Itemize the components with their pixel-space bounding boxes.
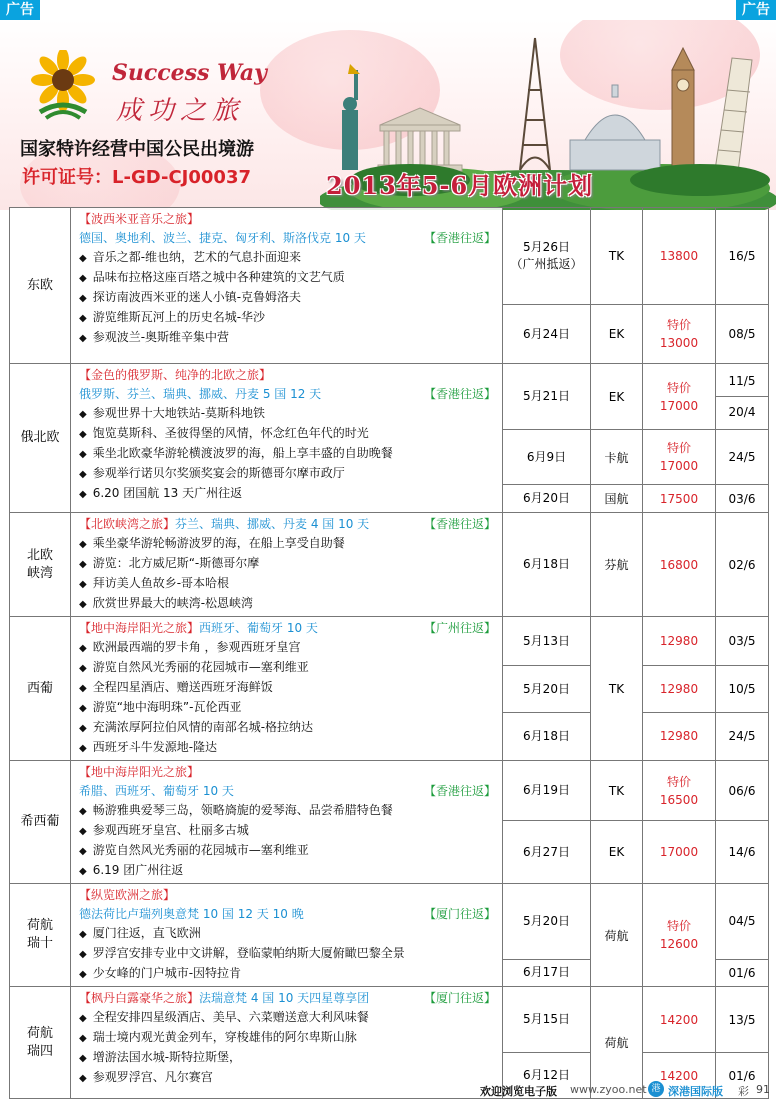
tour-title: 【金色的俄罗斯、纯净的北欧之旅】	[79, 368, 272, 382]
table-row	[10, 513, 769, 617]
region-cell: 希西葡	[10, 761, 71, 884]
airline: 荷航	[591, 884, 643, 987]
return-city: 【香港往返】	[423, 784, 496, 798]
list-item: ◆ 游览“地中海明珠”-瓦伦西亚	[79, 698, 496, 718]
price: 特价 17000	[643, 430, 716, 485]
page-number: 91	[756, 1083, 770, 1096]
return-city: 【香港往返】	[423, 231, 496, 245]
list-item: ◆ 乘坐豪华游轮畅游波罗的海，在船上享受自助餐	[79, 534, 496, 554]
tour-title: 【地中海岸阳光之旅】	[79, 765, 200, 779]
license-number: 许可证号：L-GD-CJ00037	[22, 167, 251, 188]
airline: EK	[591, 821, 643, 884]
tour-title: 【波西米亚音乐之旅】	[79, 212, 200, 226]
departure-date: 6月27日	[503, 821, 591, 884]
list-item: ◆ 畅游雅典爱琴三岛，领略旖旎的爱琴海、品尝希腊特色餐	[79, 801, 496, 821]
list-item: ◆ 瑞士境内观光黄金列车，穿梭雄伟的阿尔卑斯山脉	[79, 1028, 496, 1048]
return-city: 【厦门往返】	[423, 991, 496, 1005]
return-city: 【厦门往返】	[423, 907, 496, 921]
parthenon-icon	[378, 108, 462, 171]
airline: 国航	[591, 485, 643, 513]
list-item: ◆ 品味布拉格这座百塔之城中各种建筑的文艺气质	[79, 268, 496, 288]
region-cell: 东欧	[10, 208, 71, 364]
deadline: 03/6	[716, 485, 769, 513]
table-row	[10, 364, 769, 430]
tour-title: 【枫丹白露豪华之旅】	[79, 991, 200, 1005]
tour-subtitle: 希腊、西班牙、葡萄牙 10 天 【香港往返】	[79, 782, 496, 801]
departure-date: 5月26日 （广州抵返）	[503, 208, 591, 305]
deadline: 24/5	[716, 430, 769, 485]
price: 16800	[643, 513, 716, 617]
list-item: ◆ 罗浮宫安排专业中文讲解，登临蒙帕纳斯大厦俯瞰巴黎全景	[79, 944, 496, 964]
region-cell: 荷航 瑞四	[10, 987, 71, 1099]
deadline: 08/5	[716, 305, 769, 364]
region-cell: 俄北欧	[10, 364, 71, 513]
tour-description	[71, 884, 503, 987]
deadline: 03/5	[716, 617, 769, 666]
departure-date: 6月19日	[503, 761, 591, 821]
list-item: ◆ 游览自然风光秀丽的花园城市—塞利维亚	[79, 841, 496, 861]
price: 特价 17000	[643, 364, 716, 430]
departure-date: 5月13日	[503, 617, 591, 666]
leaning-tower-of-pisa-icon	[715, 58, 752, 172]
table-row	[10, 884, 769, 960]
tour-description	[71, 617, 503, 761]
list-item: ◆ 6.19 团广州往返	[79, 861, 496, 881]
price: 12980	[643, 666, 716, 712]
table-row	[10, 761, 769, 821]
footer-text: 欢迎浏览电子版	[480, 1085, 557, 1098]
brand-name-en: Success Way	[112, 60, 267, 86]
departure-date: 6月18日	[503, 513, 591, 617]
deadline: 13/5	[716, 987, 769, 1053]
list-item: ◆ 全程安排四星级酒店、美早、六菜赠送意大利风味餐	[79, 1008, 496, 1028]
tour-description	[71, 364, 503, 513]
departure-date: 5月20日	[503, 666, 591, 712]
airline: TK	[591, 617, 643, 761]
list-item: ◆ 拜访美人鱼故乡-哥本哈根	[79, 574, 496, 594]
brand-name-cn: 成功之旅	[116, 96, 245, 126]
tour-subtitle: 俄罗斯、芬兰、瑞典、挪威、丹麦 5 国 12 天 【香港往返】	[79, 385, 496, 404]
list-item: ◆ 增游法国水城-斯特拉斯堡，	[79, 1048, 496, 1068]
airline: TK	[591, 208, 643, 305]
ad-tag-left: 广告	[0, 0, 40, 20]
statue-of-liberty-icon	[342, 64, 360, 170]
eiffel-tower-icon	[520, 38, 550, 170]
departure-date: 5月20日	[503, 884, 591, 960]
list-item: ◆ 参观举行诺贝尔奖颁奖宴会的斯德哥尔摩市政厅	[79, 464, 496, 484]
deadline: 01/6	[716, 959, 769, 986]
table-row	[10, 987, 769, 1053]
price: 17000	[643, 821, 716, 884]
plan-title: 2013年5-6月欧洲计划	[326, 171, 594, 200]
tour-subtitle: 【地中海岸阳光之旅】西班牙、葡萄牙 10 天 【广州往返】	[79, 619, 496, 638]
departure-date: 6月24日	[503, 305, 591, 364]
deadline: 14/6	[716, 821, 769, 884]
top-bar	[0, 0, 776, 20]
list-item: ◆ 6.20 团国航 13 天广州往返	[79, 484, 496, 504]
price: 13800	[643, 208, 716, 305]
footer-color-label: 彩	[738, 1085, 749, 1098]
list-item: ◆ 游览自然风光秀丽的花园城市—塞利维亚	[79, 658, 496, 678]
return-city: 【香港往返】	[423, 387, 496, 401]
sunflower-logo-icon	[28, 50, 98, 120]
list-item: ◆ 欧洲最西端的罗卡角 ，参观西班牙皇宫	[79, 638, 496, 658]
list-item: ◆ 饱览莫斯科、圣彼得堡的风情，怀念红色年代的时光	[79, 424, 496, 444]
table-row	[10, 617, 769, 666]
tour-description	[71, 208, 503, 364]
price: 17500	[643, 485, 716, 513]
list-item: ◆ 西班牙斗牛发源地-隆达	[79, 738, 496, 758]
departure-date: 6月9日	[503, 430, 591, 485]
license-statement: 国家特许经营中国公民出境游	[20, 139, 254, 160]
departure-date: 6月17日	[503, 959, 591, 986]
list-item: ◆ 全程四星酒店、赠送西班牙海鲜饭	[79, 678, 496, 698]
price: 14200	[643, 1053, 716, 1099]
deadline: 16/5	[716, 208, 769, 305]
deadline: 02/6	[716, 513, 769, 617]
deadline: 24/5	[716, 712, 769, 760]
departure-date: 6月12日	[503, 1053, 591, 1099]
tour-title: 【纵览欧洲之旅】	[79, 888, 176, 902]
footer	[0, 1080, 776, 1100]
tour-description	[71, 513, 503, 617]
capitol-dome-icon	[570, 85, 660, 170]
departure-date: 5月21日	[503, 364, 591, 430]
airline: EK	[591, 305, 643, 364]
airline: EK	[591, 364, 643, 430]
return-city: 【香港往返】	[423, 517, 496, 531]
tour-title: 【北欧峡湾之旅】	[79, 517, 176, 531]
list-item: ◆ 充满浓厚阿拉伯风情的南部名城-格拉纳达	[79, 718, 496, 738]
list-item: ◆ 参观西班牙皇宫、杜丽多古城	[79, 821, 496, 841]
tour-subtitle: 德国、奥地利、波兰、捷克、匈牙利、斯洛伐克 10 天 【香港往返】	[79, 229, 496, 248]
itinerary-table	[9, 207, 769, 1099]
list-item: ◆ 少女峰的门户城市-因特拉肯	[79, 964, 496, 984]
airline: 荷航	[591, 987, 643, 1099]
price: 14200	[643, 987, 716, 1053]
deadline: 01/6	[716, 1053, 769, 1099]
price: 特价 13000	[643, 305, 716, 364]
airline: 卡航	[591, 430, 643, 485]
footer-brand: 深港国际版	[668, 1085, 723, 1098]
region-cell: 北欧 峡湾	[10, 513, 71, 617]
airline: TK	[591, 761, 643, 821]
price: 12980	[643, 617, 716, 666]
departure-date: 6月20日	[503, 485, 591, 513]
departure-date: 5月15日	[503, 987, 591, 1053]
departure-date: 6月18日	[503, 712, 591, 760]
publisher-logo-icon: 港	[648, 1081, 664, 1097]
price: 特价 12600	[643, 884, 716, 987]
airline: 芬航	[591, 513, 643, 617]
list-item: ◆ 参观罗浮宫、凡尔赛宫	[79, 1068, 496, 1088]
ad-tag-right: 广告	[736, 0, 776, 20]
list-item: ◆ 探访南波西米亚的迷人小镇-克鲁姆洛夫	[79, 288, 496, 308]
region-cell: 西葡	[10, 617, 71, 761]
header-banner	[0, 20, 776, 210]
big-ben-icon	[672, 48, 694, 170]
list-item: ◆ 游览维斯瓦河上的历史名城-华沙	[79, 308, 496, 328]
deadline: 10/5	[716, 666, 769, 712]
region-cell: 荷航 瑞十	[10, 884, 71, 987]
tour-subtitle: 德法荷比卢瑞列奥意梵 10 国 12 天 10 晚 【厦门往返】	[79, 905, 496, 924]
list-item: ◆ 游览：北方威尼斯“-斯德哥尔摩	[79, 554, 496, 574]
list-item: ◆ 乘坐北欧豪华游轮横渡波罗的海，船上享丰盛的自助晚餐	[79, 444, 496, 464]
tour-description	[71, 761, 503, 884]
price: 特价 16500	[643, 761, 716, 821]
deadline: 11/5 20/4	[716, 364, 769, 430]
list-item: ◆ 参观世界十大地铁站-莫斯科地铁	[79, 404, 496, 424]
return-city: 【广州往返】	[423, 621, 496, 635]
table-row	[10, 208, 769, 305]
tour-title: 【地中海岸阳光之旅】	[79, 621, 200, 635]
list-item: ◆ 参观波兰-奥斯维辛集中营	[79, 328, 496, 348]
list-item: ◆ 音乐之都-维也纳，艺术的气息扑面迎来	[79, 248, 496, 268]
price: 12980	[643, 712, 716, 760]
tour-subtitle: 【枫丹白露豪华之旅】法瑞意梵 4 国 10 天四星尊享团 【厦门往返】	[79, 989, 496, 1008]
deadline: 06/6	[716, 761, 769, 821]
tour-subtitle: 【北欧峡湾之旅】芬兰、瑞典、挪威、丹麦 4 国 10 天 【香港往返】	[79, 515, 496, 534]
deadline: 04/5	[716, 884, 769, 960]
list-item: ◆ 厦门往返，直飞欧洲	[79, 924, 496, 944]
footer-url-link[interactable]: www.zyoo.net	[570, 1083, 647, 1096]
list-item: ◆ 欣赏世界最大的峡湾-松恩峡湾	[79, 594, 496, 614]
